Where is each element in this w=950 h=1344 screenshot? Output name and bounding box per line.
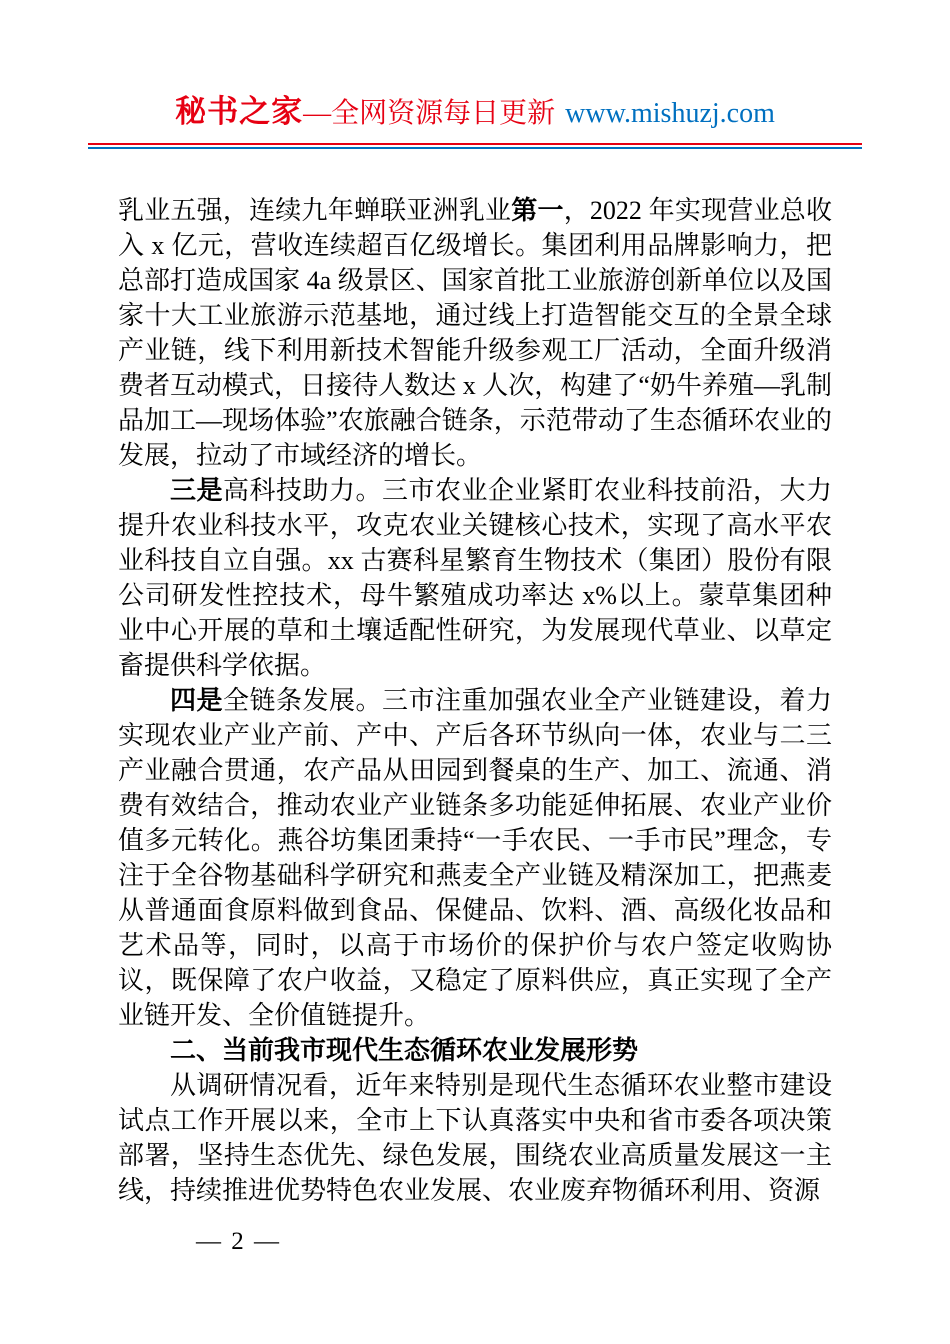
text-run-bold: 第一 <box>511 196 564 225</box>
document-body <box>118 193 832 1208</box>
site-url-link[interactable]: www.mishuzj.com <box>565 98 775 129</box>
paragraph-dairy-continuation <box>118 193 832 473</box>
section-heading-two <box>118 1033 832 1068</box>
site-tagline: —全网资源每日更新 <box>303 98 556 129</box>
text-run: 从调研情况看，近年来特别是现代生态循环农业整市建设试点工作开展以来，全市上下认真落实中央和省市委各项决策部署，坚持生态优先、绿色发展，围绕农业高质量发展这一主线，持续推进优势特色农业发展、农业废弃物循环利用、资源 <box>118 1071 832 1205</box>
text-run-bold: 二、当前我市现代生态循环农业发展形势 <box>170 1036 639 1065</box>
text-run: ，2022 年实现营业总收入 x 亿元，营收连续超百亿级增长。集团利用品牌影响力，把总部打造成国家 4a 级景区、国家首批工业旅游创新单位以及国家十大工业旅游示范基地，通过线上打造智能交互的全景全球产业链，线下利用新技术智能升级参观工厂活动，全面升级消费者互动模式，日接待人数达 x 人次，构建了“奶牛养殖—乳制品加工—现场体验”农旅融合链条，示范带动了生态循环农业的发展，拉动了市域经济的增长。 <box>118 196 832 470</box>
page-number: — 2 — <box>196 1228 281 1255</box>
paragraph-survey-situation <box>118 1068 832 1208</box>
text-run-bold: 四是 <box>170 686 223 715</box>
paragraph-third-point <box>118 473 832 683</box>
page-header <box>118 86 832 131</box>
page-footer <box>196 1228 281 1256</box>
divider-blue-line <box>88 147 862 149</box>
text-run-bold: 三是 <box>170 476 223 505</box>
header-divider <box>88 143 862 149</box>
divider-red-line <box>88 143 862 145</box>
paragraph-fourth-point <box>118 683 832 1033</box>
text-run: 乳业五强，连续九年蝉联亚洲乳业 <box>118 196 512 225</box>
text-run: 高科技助力。三市农业企业紧盯农业科技前沿，大力提升农业科技水平，攻克农业关键核心技术，实现了高水平农业科技自立自强。xx 古赛科星繁育生物技术（集团）股份有限公司研发性控技术，母牛繁殖成功率达 x%以上。蒙草集团种业中心开展的草和土壤适配性研究，为发展现代草业、以草定畜提供科学依据。 <box>118 476 832 680</box>
text-run: 全链条发展。三市注重加强农业全产业链建设，着力实现农业产业产前、产中、产后各环节纵向一体，农业与二三产业融合贯通，农产品从田园到餐桌的生产、加工、流通、消费有效结合，推动农业产业链条多功能延伸拓展、农业产业价值多元转化。燕谷坊集团秉持“一手农民、一手市民”理念，专注于全谷物基础科学研究和燕麦全产业链及精深加工，把燕麦从普通面食原料做到食品、保健品、饮料、酒、高级化妆品和艺术品等，同时，以高于市场价的保护价与农户签定收购协议，既保障了农户收益，又稳定了原料供应，真正实现了全产业链开发、全价值链提升。 <box>118 686 832 1030</box>
site-name: 秘书之家 <box>175 94 304 129</box>
